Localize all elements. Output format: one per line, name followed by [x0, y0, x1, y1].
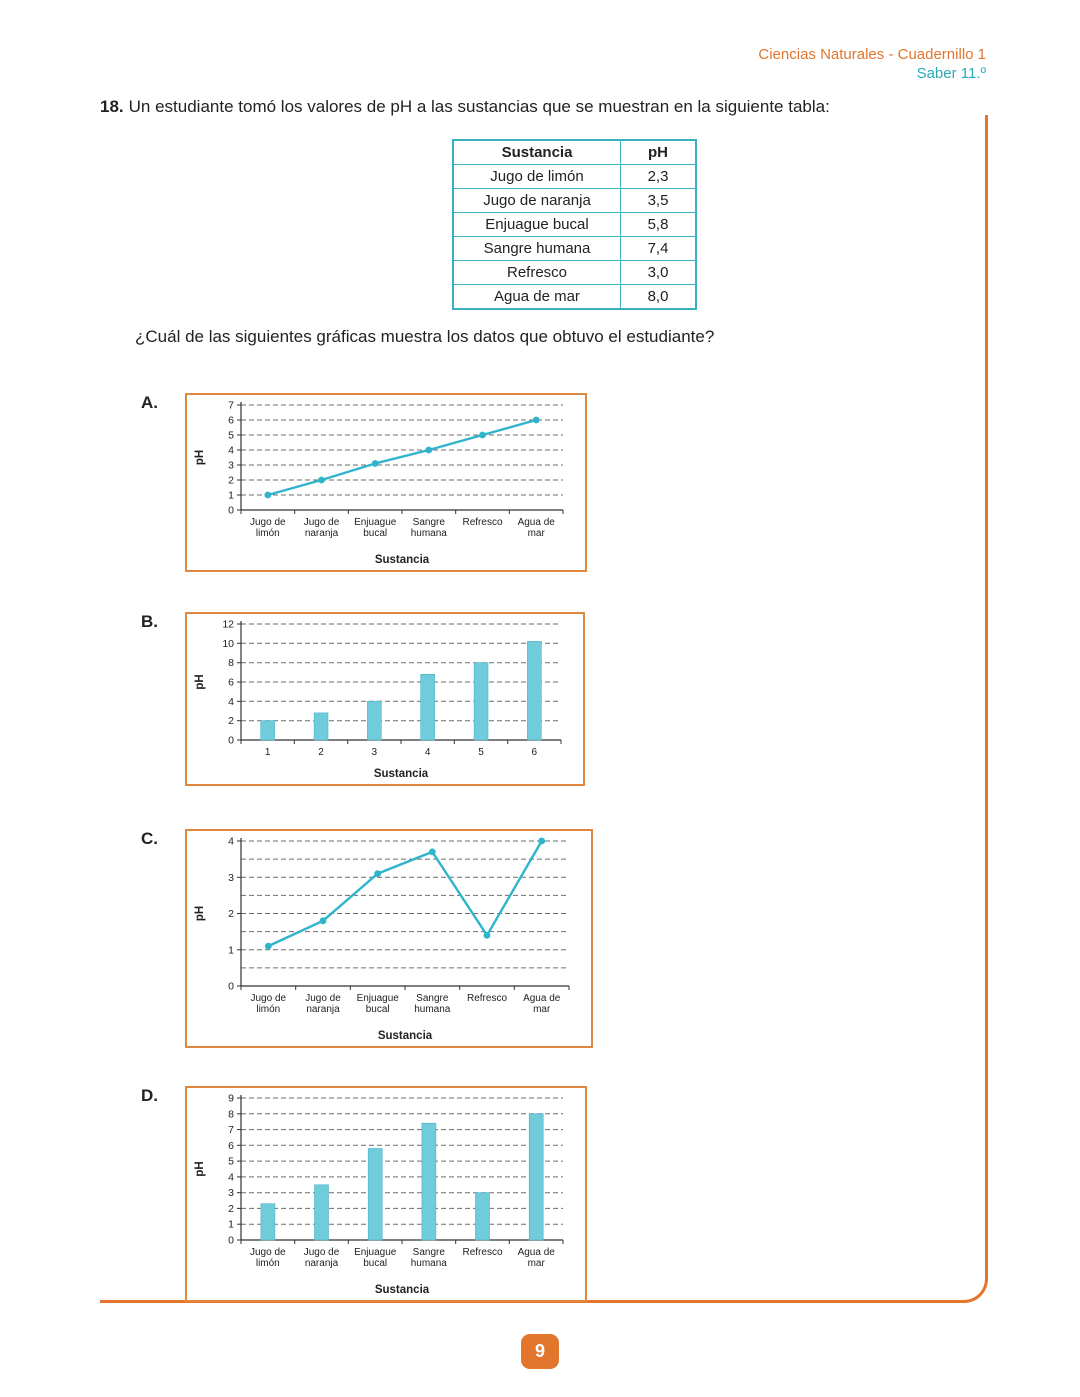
svg-text:pH: pH: [194, 449, 206, 466]
table-cell-ph: 8,0: [621, 285, 697, 310]
svg-text:bucal: bucal: [363, 1258, 388, 1269]
option-c-label: C.: [141, 829, 158, 848]
svg-text:naranja: naranja: [304, 1258, 339, 1269]
svg-text:6: 6: [228, 1139, 234, 1152]
svg-text:Enjuague: Enjuague: [354, 1247, 397, 1258]
svg-text:humana: humana: [410, 1258, 447, 1269]
svg-text:4: 4: [424, 747, 431, 758]
svg-text:mar: mar: [527, 528, 545, 539]
question-text: Un estudiante tomó los valores de pH a las sustancias que se muestran en la siguiente tabla:: [128, 97, 830, 116]
svg-text:2: 2: [228, 1202, 234, 1215]
table-cell-ph: 7,4: [621, 237, 697, 261]
question-number: 18.: [100, 97, 124, 116]
svg-text:8: 8: [228, 657, 234, 670]
option-b-label: B.: [141, 612, 158, 631]
svg-text:0: 0: [228, 734, 234, 747]
svg-text:pH: pH: [194, 905, 206, 922]
svg-text:1: 1: [264, 747, 271, 758]
svg-text:Refresco: Refresco: [466, 993, 508, 1004]
svg-text:Agua de: Agua de: [517, 1247, 555, 1258]
table-cell-ph: 3,5: [621, 189, 697, 213]
chart-option-a: [185, 393, 587, 572]
table-cell-ph: 3,0: [621, 261, 697, 285]
svg-text:Jugo de: Jugo de: [303, 517, 340, 528]
svg-text:2: 2: [318, 747, 324, 758]
table-row: [453, 285, 696, 310]
table-row: [453, 165, 696, 189]
svg-text:12: 12: [222, 618, 234, 631]
table-cell-substance: Enjuague bucal: [453, 213, 621, 237]
table-cell-substance: Sangre humana: [453, 237, 621, 261]
chart-option-c: [185, 829, 593, 1048]
table-cell-substance: Jugo de limón: [453, 165, 621, 189]
svg-text:0: 0: [228, 504, 234, 517]
svg-text:Refresco: Refresco: [462, 1247, 503, 1258]
svg-text:bucal: bucal: [363, 528, 388, 539]
svg-text:7: 7: [228, 1124, 234, 1137]
table-header-sustancia: Sustancia: [453, 140, 621, 165]
svg-text:4: 4: [228, 835, 234, 848]
svg-text:7: 7: [228, 399, 234, 412]
svg-text:6: 6: [531, 747, 538, 758]
svg-text:limón: limón: [255, 528, 280, 539]
svg-text:Jugo de: Jugo de: [303, 1247, 340, 1258]
svg-text:limón: limón: [255, 1258, 280, 1269]
svg-text:Jugo de: Jugo de: [305, 993, 341, 1004]
svg-text:Sustancia: Sustancia: [374, 1284, 430, 1296]
option-a-label: A.: [141, 393, 158, 412]
question-18: [100, 97, 980, 117]
chart-option-b: [185, 612, 585, 786]
table-header-ph: pH: [621, 140, 697, 165]
svg-text:Agua de: Agua de: [517, 517, 555, 528]
chart-option-d: [185, 1086, 587, 1302]
svg-text:Sustancia: Sustancia: [373, 768, 429, 780]
svg-text:Sangre: Sangre: [412, 517, 445, 528]
svg-text:2: 2: [228, 908, 234, 920]
svg-text:Sangre: Sangre: [416, 993, 449, 1004]
table-cell-ph: 2,3: [621, 165, 697, 189]
svg-text:6: 6: [228, 414, 234, 427]
table-cell-substance: Jugo de naranja: [453, 189, 621, 213]
svg-text:0: 0: [228, 1234, 234, 1247]
svg-text:humana: humana: [414, 1004, 451, 1015]
svg-text:3: 3: [228, 459, 234, 472]
svg-text:3: 3: [371, 747, 378, 758]
svg-text:Sustancia: Sustancia: [374, 554, 430, 566]
svg-text:2: 2: [228, 474, 234, 487]
svg-text:naranja: naranja: [304, 528, 339, 539]
svg-text:6: 6: [228, 676, 234, 689]
svg-text:bucal: bucal: [365, 1004, 390, 1015]
page-header: [758, 45, 986, 83]
table-cell-ph: 5,8: [621, 213, 697, 237]
header-course-title: Ciencias Naturales - Cuadernillo 1: [758, 46, 986, 63]
svg-text:0: 0: [228, 980, 234, 993]
svg-text:5: 5: [478, 747, 484, 758]
svg-text:Refresco: Refresco: [462, 517, 503, 528]
table-row: [453, 261, 696, 285]
svg-text:mar: mar: [527, 1258, 545, 1269]
svg-text:1: 1: [228, 1218, 234, 1231]
svg-text:Agua de: Agua de: [523, 993, 561, 1004]
svg-text:Sangre: Sangre: [412, 1247, 445, 1258]
ph-table: [452, 139, 697, 310]
svg-text:pH: pH: [194, 674, 206, 690]
svg-text:Enjuague: Enjuague: [356, 993, 399, 1004]
svg-text:Sustancia: Sustancia: [377, 1030, 433, 1042]
svg-text:3: 3: [228, 1187, 234, 1200]
svg-text:pH: pH: [194, 1161, 206, 1177]
svg-text:2: 2: [228, 715, 234, 728]
svg-text:humana: humana: [410, 528, 447, 539]
svg-text:Jugo de: Jugo de: [250, 517, 286, 528]
svg-text:Jugo de: Jugo de: [250, 1247, 286, 1258]
svg-text:3: 3: [228, 871, 234, 884]
svg-text:5: 5: [228, 1155, 234, 1168]
svg-text:4: 4: [228, 444, 234, 457]
svg-text:limón: limón: [256, 1004, 281, 1015]
svg-text:10: 10: [222, 637, 234, 650]
table-cell-substance: Agua de mar: [453, 285, 621, 310]
table-row: [453, 189, 696, 213]
table-cell-substance: Refresco: [453, 261, 621, 285]
svg-text:1: 1: [228, 489, 234, 502]
option-d-label: D.: [141, 1086, 158, 1105]
table-row: [453, 237, 696, 261]
page-number: 9: [534, 1341, 545, 1361]
question-prompt: ¿Cuál de las siguientes gráficas muestra los datos que obtuvo el estudiante?: [135, 327, 715, 346]
svg-text:naranja: naranja: [306, 1004, 340, 1015]
svg-text:8: 8: [228, 1108, 234, 1121]
svg-text:4: 4: [228, 1171, 234, 1184]
svg-text:1: 1: [228, 944, 234, 957]
header-exam-name: Saber 11.º: [916, 65, 986, 82]
table-header-row: [453, 140, 696, 165]
svg-text:Jugo de: Jugo de: [250, 993, 287, 1004]
svg-text:mar: mar: [533, 1004, 551, 1015]
table-row: [453, 213, 696, 237]
page-number-badge: [521, 1334, 559, 1369]
svg-text:4: 4: [228, 695, 234, 708]
svg-text:9: 9: [228, 1092, 234, 1105]
svg-text:Enjuague: Enjuague: [354, 517, 397, 528]
svg-text:5: 5: [228, 429, 234, 442]
